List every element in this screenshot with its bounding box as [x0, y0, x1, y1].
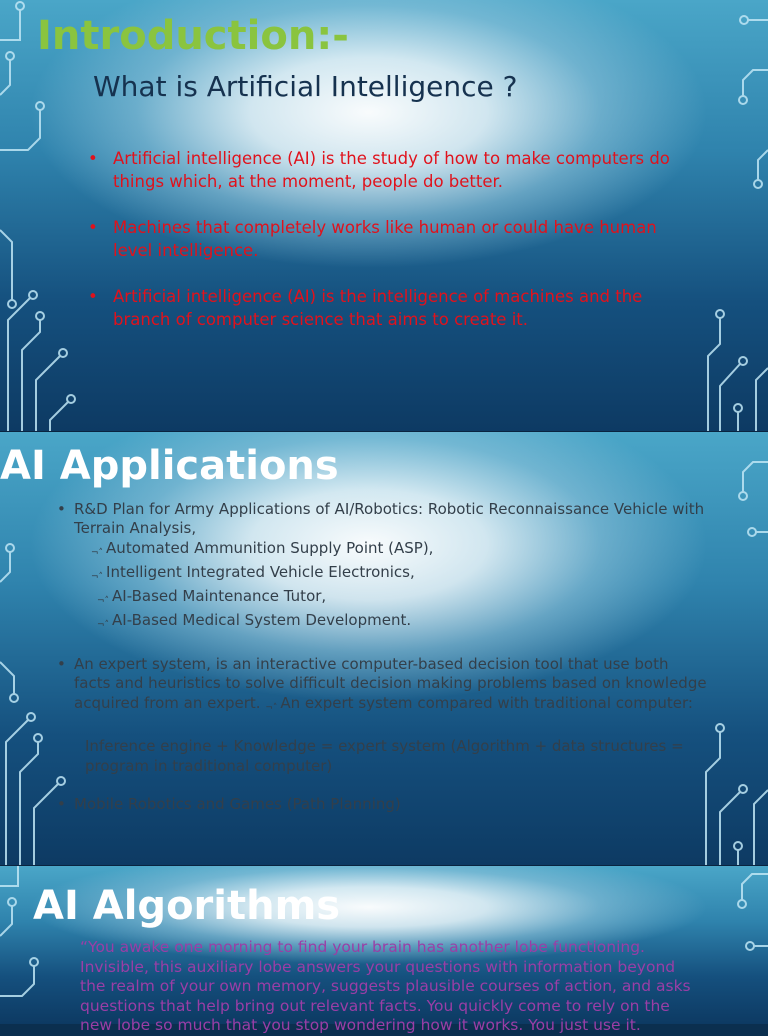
sub-bullet-marker: ¬˄: [97, 596, 110, 607]
slide-body: [57, 500, 707, 814]
sub-item: [57, 563, 707, 587]
slide-title: AI Applications: [0, 443, 339, 489]
bullet-item: • Artificial intelligence (AI) is the study of how to make computers do things which, at the moment, people do better.: [88, 147, 698, 193]
bullet-text: An expert system compared with traditional computer:: [280, 693, 693, 712]
sub-bullet-marker: ¬˄: [91, 571, 104, 582]
bullet-text: An expert system, is an interactive computer-based decision tool that use both facts and heuristics to solve difficult decision making problems based on knowledge acquired from an expert.: [74, 655, 707, 712]
sub-item: [57, 539, 707, 563]
sub-bullet-marker: ¬˄: [265, 702, 278, 713]
circuit-decoration-right: [698, 432, 768, 866]
bullet-item: [57, 655, 707, 718]
slide-ai-algorithms: [0, 866, 768, 1034]
quote-text: “You awake one morning to find your brain has another lobe functioning. Invisible, this auxiliary lobe answers your questions with information beyond the realm of your own memory, suggests plausible courses of action, and asks questions that help bring out relevant facts. You quickly come to rely on the new lobe so much that you stop wondering how it works. You just use it.: [80, 938, 691, 1034]
slide-subtitle: What is Artificial Intelligence ?: [93, 70, 518, 103]
circuit-decoration-right: [698, 866, 768, 1024]
sub-bullet-marker: ¬˄: [91, 547, 104, 558]
slide-introduction: [0, 0, 768, 432]
circuit-decoration-left: [0, 0, 90, 432]
slide-ai-applications: [0, 432, 768, 866]
bullet-item: • R&D Plan for Army Applications of AI/Robotics: Robotic Reconnaissance Vehicle with Terrain Analysis,: [57, 500, 707, 539]
sub-item-text: AI-Based Medical System Development.: [112, 611, 412, 630]
sub-item: [57, 611, 707, 635]
sub-item-text: Intelligent Integrated Vehicle Electronics,: [106, 562, 415, 581]
formula-text: Inference engine + Knowledge = expert system (Algorithm + data structures = program in traditional computer): [85, 737, 684, 775]
slide-title: Introduction:-: [37, 13, 349, 59]
bullet-item: • Machines that completely works like human or could have human level intelligence.: [88, 216, 698, 262]
bullet-item: • Artificial intelligence (AI) is the intelligence of machines and the branch of computer science that aims to create it.: [88, 285, 698, 331]
sub-bullet-marker: ¬˄: [97, 620, 110, 631]
bullet-item: • Mobile Robotics and Games (Path Planning): [57, 795, 707, 814]
sub-item-text: AI-Based Maintenance Tutor,: [112, 587, 327, 606]
sub-item: [57, 587, 707, 611]
slide-title: AI Algorithms: [33, 883, 341, 929]
circuit-decoration-right: [698, 0, 768, 432]
bullet-list: [88, 147, 698, 354]
sub-item-text: Automated Ammunition Supply Point (ASP),: [106, 538, 434, 557]
